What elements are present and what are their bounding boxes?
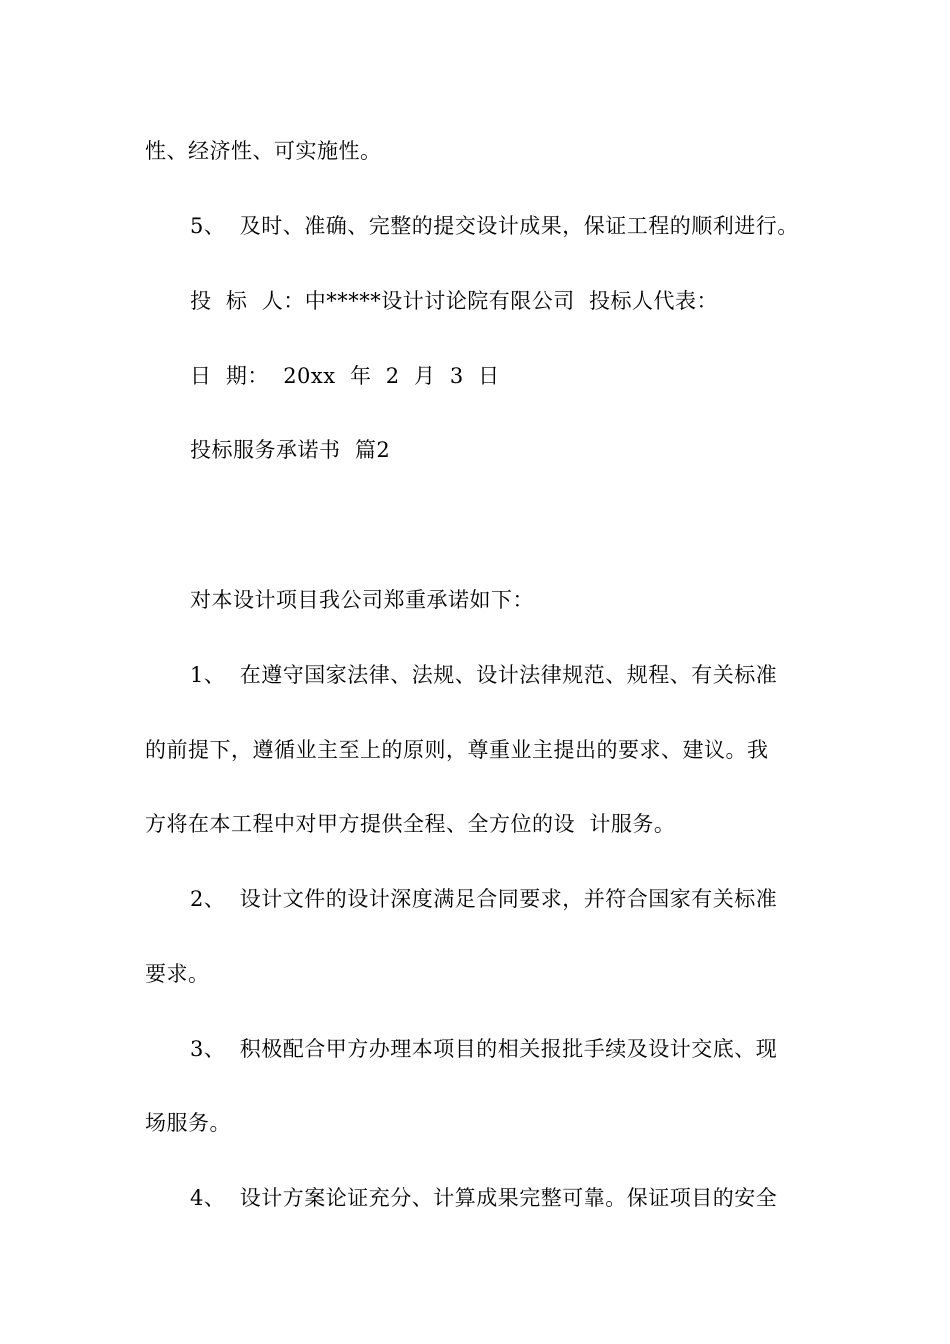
section-heading: 投标服务承诺书 篇2 [190,438,391,462]
bidder-line: 投 标 人：中*****设计讨论院有限公司 投标人代表： [190,289,719,313]
commitment-item-2-continued: 要求。 [145,962,210,986]
paragraph-continuation-line: 性、经济性、可实施性。 [145,139,382,163]
commitment-item-3: 3、 积极配合甲方办理本项目的相关报批手续及设计交底、现 [190,1037,778,1061]
commitment-item-4: 4、 设计方案论证充分、计算成果完整可靠。保证项目的安全 [190,1186,778,1210]
commitment-item-2: 2、 设计文件的设计深度满足合同要求，并符合国家有关标准 [190,887,778,911]
commitment-item-5: 5、 及时、准确、完整的提交设计成果，保证工程的顺利进行。 [190,214,799,238]
commitment-item-1: 1、 在遵守国家法律、法规、设计法律规范、规程、有关标准 [190,663,778,687]
commitment-item-3-continued: 场服务。 [145,1111,231,1135]
commitment-item-1-continued: 方将在本工程中对甲方提供全程、全方位的设 计服务。 [145,812,676,836]
commitment-intro: 对本设计项目我公司郑重承诺如下： [190,588,534,612]
commitment-item-1-continued: 的前提下，遵循业主至上的原则，尊重业主提出的要求、建议。我 [145,738,769,762]
date-line: 日 期： 20xx 年 2 月 3 日 [190,364,500,388]
